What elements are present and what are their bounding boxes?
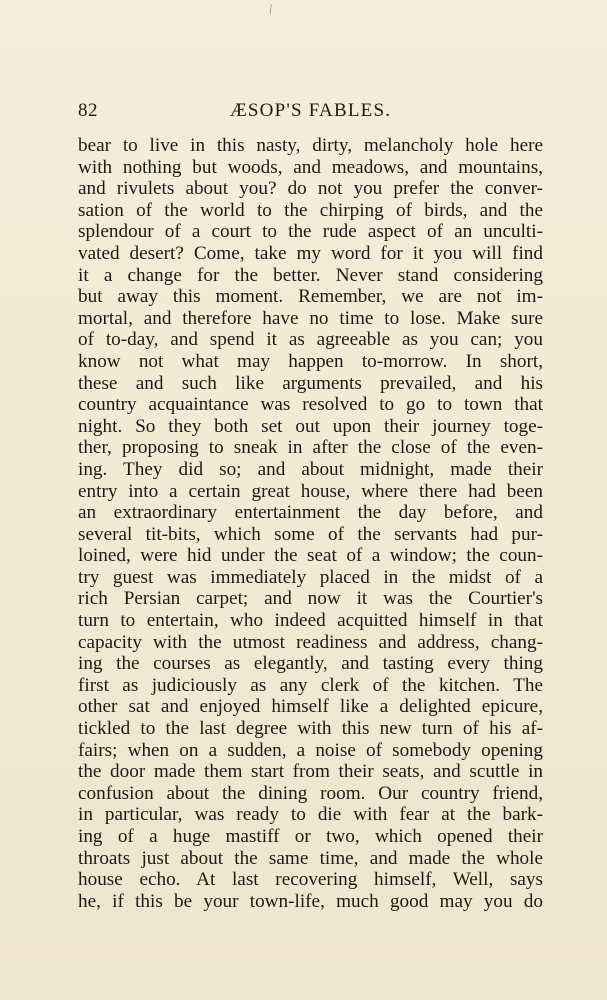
text-line: an extraordinary entertainment the day before, and xyxy=(78,502,543,524)
text-line: of to-day, and spend it as agreeable as you can; you xyxy=(78,329,543,351)
text-line: rich Persian carpet; and now it was the Courtier's xyxy=(78,588,543,610)
text-line: sation of the world to the chirping of birds, and the xyxy=(78,199,543,221)
text-line: and rivulets about you? do not you prefer the conver- xyxy=(78,178,543,200)
text-line: other sat and enjoyed himself like a delighted epicure, xyxy=(78,696,543,718)
text-line: he, if this be your town-life, much good may you do xyxy=(78,890,543,912)
text-line: know not what may happen to-morrow. In short, xyxy=(78,350,543,372)
text-line: several tit-bits, which some of the servants had pur- xyxy=(78,523,543,545)
text-line: vated desert? Come, take my word for it you will find xyxy=(78,242,543,264)
body-text xyxy=(78,135,543,912)
text-line: first as judiciously as any clerk of the kitchen. The xyxy=(78,674,543,696)
corner-mark: ⁄ xyxy=(266,2,276,16)
text-line: with nothing but woods, and meadows, and mountains, xyxy=(78,156,543,178)
running-title: ÆSOP'S FABLES. xyxy=(229,100,392,121)
text-line: these and such like arguments prevailed, and his xyxy=(78,372,543,394)
text-line: splendour of a court to the rude aspect of an unculti- xyxy=(78,221,543,243)
text-line: tickled to the last degree with this new turn of his af- xyxy=(78,718,543,740)
text-line: the door made them start from their seats, and scuttle in xyxy=(78,761,543,783)
text-line: turn to entertain, who indeed acquitted himself in that xyxy=(78,610,543,632)
running-head xyxy=(78,100,543,126)
text-line: entry into a certain great house, where there had been xyxy=(78,480,543,502)
text-line: capacity with the utmost readiness and address, chang- xyxy=(78,631,543,653)
text-line: loined, were hid under the seat of a window; the coun- xyxy=(78,545,543,567)
text-line: house echo. At last recovering himself, Well, says xyxy=(78,869,543,891)
text-line: try guest was immediately placed in the midst of a xyxy=(78,566,543,588)
text-line: ther, proposing to sneak in after the close of the even- xyxy=(78,437,543,459)
text-line: but away this moment. Remember, we are not im- xyxy=(78,286,543,308)
text-line: ing the courses as elegantly, and tasting every thing xyxy=(78,653,543,675)
text-line: night. So they both set out upon their journey toge- xyxy=(78,415,543,437)
text-line: throats just about the same time, and made the whole xyxy=(78,847,543,869)
text-line: in particular, was ready to die with fear at the bark- xyxy=(78,804,543,826)
text-line: bear to live in this nasty, dirty, melancholy hole here xyxy=(78,135,543,156)
page-number: 82 xyxy=(78,100,98,121)
text-line: it a change for the better. Never stand considering xyxy=(78,264,543,286)
text-line: ing. They did so; and about midnight, made their xyxy=(78,458,543,480)
text-line: fairs; when on a sudden, a noise of somebody opening xyxy=(78,739,543,761)
text-line: country acquaintance was resolved to go to town that xyxy=(78,394,543,416)
text-line: confusion about the dining room. Our country friend, xyxy=(78,782,543,804)
text-line: ing of a huge mastiff or two, which opened their xyxy=(78,826,543,847)
text-line: mortal, and therefore have no time to lose. Make sure xyxy=(78,307,543,329)
